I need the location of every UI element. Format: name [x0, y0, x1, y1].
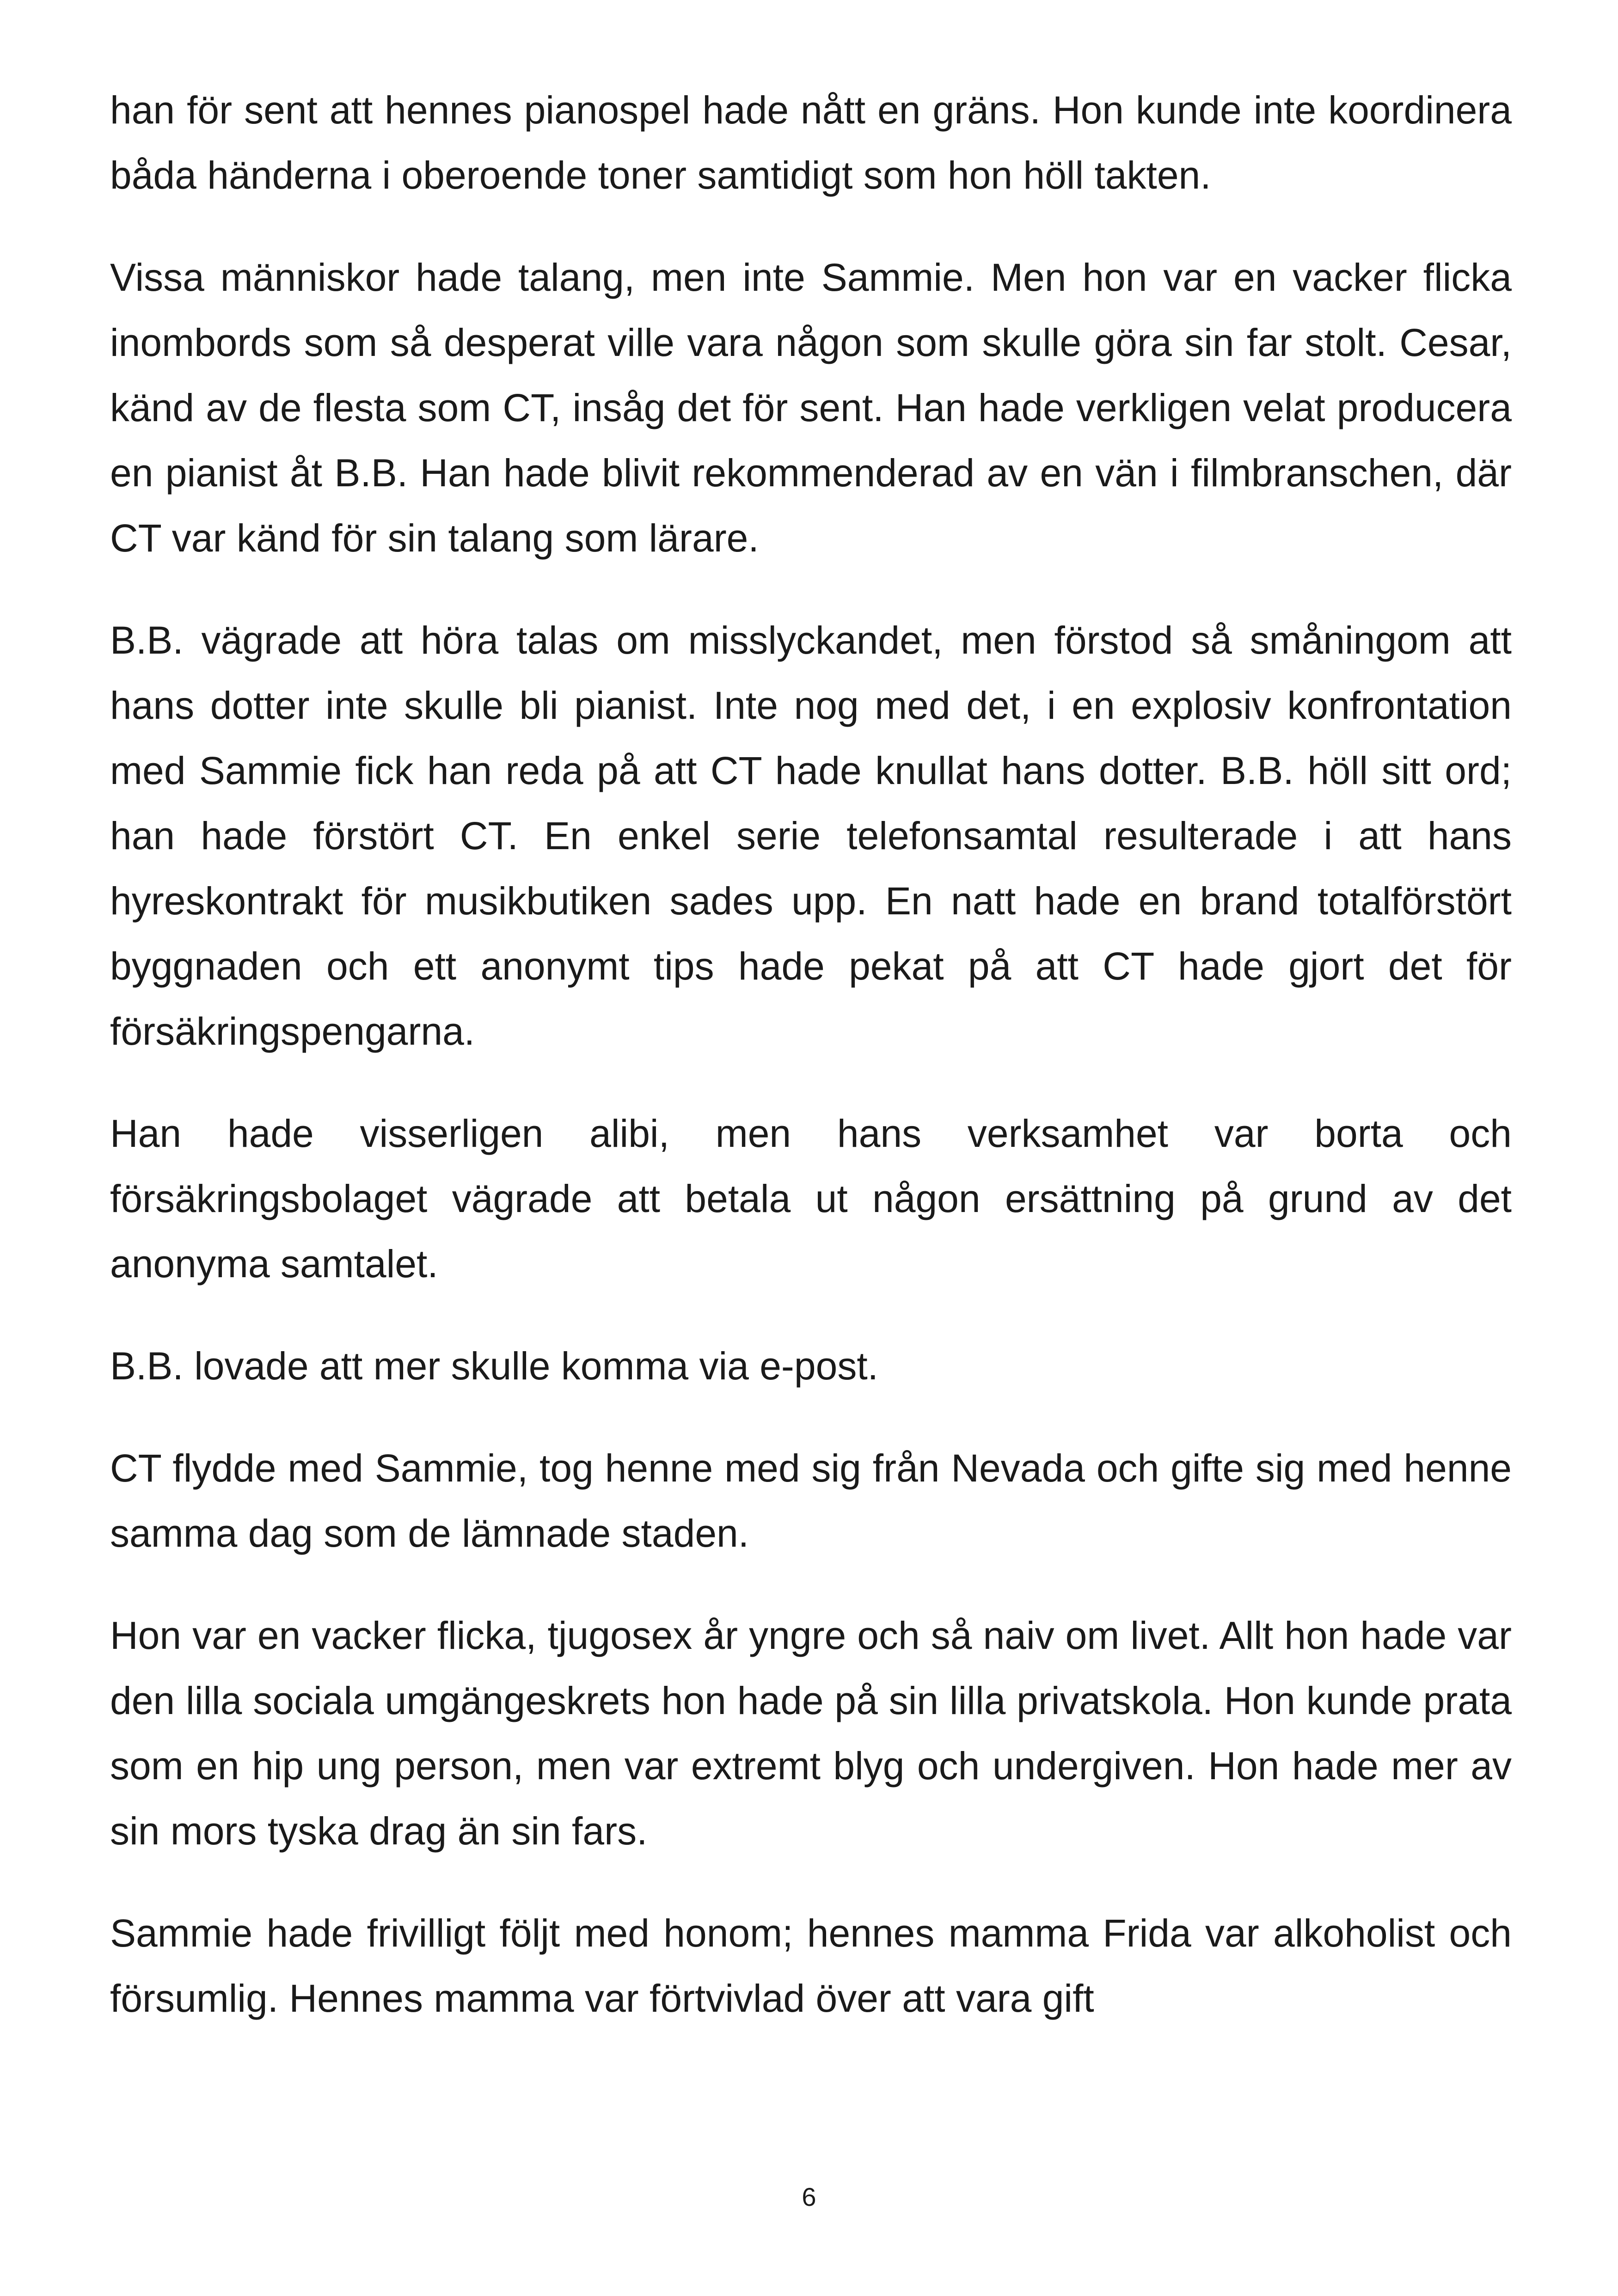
paragraph-3: B.B. vägrade att höra talas om misslyckandet, men förstod så småningom att hans dotter inte skulle bli pianist. Inte nog med det, i en explosiv konfrontation med Sammie fick han reda på att CT hade knullat hans dotter. B.B. höll sitt ord; han hade förstört CT. En enkel serie telefonsamtal resulterade i att hans hyreskontrakt för musikbutiken sades upp. En natt hade en brand totalförstört byggnaden och ett anonymt tips hade pekat på att CT hade gjort det för försäkringspengarna.	[110, 618, 1512, 1053]
paragraph-8: Sammie hade frivilligt följt med honom; hennes mamma Frida var alkoholist och försumlig. Hennes mamma var förtvivlad över att vara gift	[110, 1911, 1512, 2020]
paragraph-2: Vissa människor hade talang, men inte Sammie. Men hon var en vacker flicka inombords som så desperat ville vara någon som skulle göra sin far stolt. Cesar, känd av de flesta som CT, insåg det för sent. Han hade verkligen velat producera en pianist åt B.B. Han hade blivit rekommenderad av en vän i filmbranschen, där CT var känd för sin talang som lärare.	[110, 256, 1512, 560]
paragraph-7: Hon var en vacker flicka, tjugosex år yngre och så naiv om livet. Allt hon hade var den lilla sociala umgängeskrets hon hade på sin lilla privatskola. Hon kunde prata som en hip ung person, men var extremt blyg och undergiven. Hon hade mer av sin mors tyska drag än sin fars.	[110, 1614, 1512, 1853]
paragraph-4: Han hade visserligen alibi, men hans verksamhet var borta och försäkringsbolaget vägrade att betala ut någon ersättning på grund av det anonyma samtalet.	[110, 1112, 1512, 1286]
body-text	[110, 78, 1512, 2031]
page-number: 6	[802, 2182, 816, 2211]
paragraph-1: han för sent att hennes pianospel hade nått en gräns. Hon kunde inte koordinera båda händerna i oberoende toner samtidigt som hon höll takten.	[110, 88, 1512, 197]
paragraph-5: B.B. lovade att mer skulle komma via e-post.	[110, 1344, 878, 1388]
paragraph-6: CT flydde med Sammie, tog henne med sig från Nevada och gifte sig med henne samma dag som de lämnade staden.	[110, 1446, 1512, 1555]
